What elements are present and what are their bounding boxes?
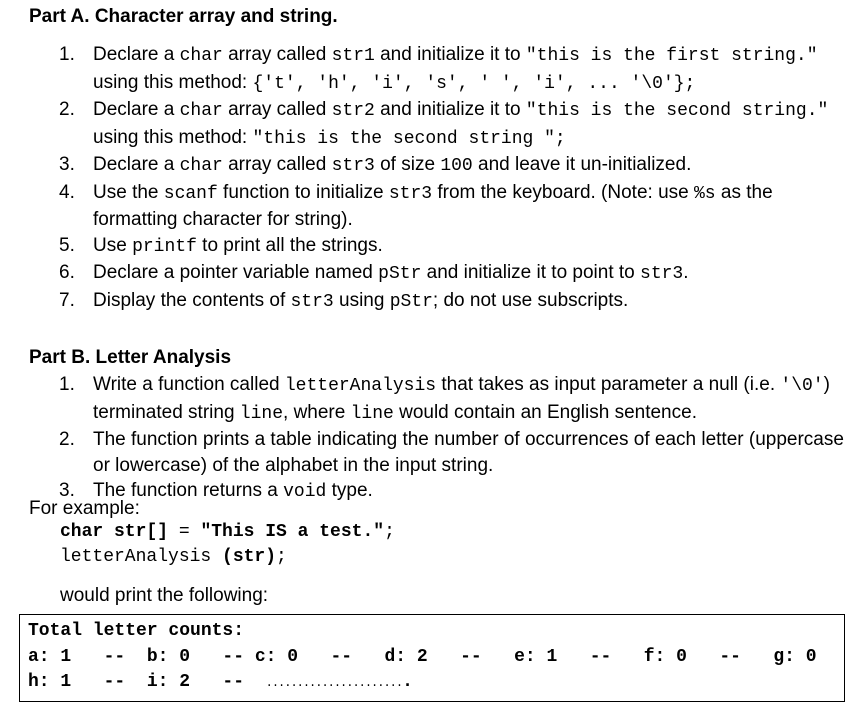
list-number: 5. xyxy=(59,234,75,256)
inline-code: str1 xyxy=(331,46,375,66)
code-function-call: letterAnalysis xyxy=(60,547,223,567)
item-text: . xyxy=(683,262,689,283)
part-a-item-5 xyxy=(59,233,849,261)
item-text: Declare a xyxy=(93,44,180,65)
code-decl: char str[] xyxy=(60,522,169,542)
part-a-item-2 xyxy=(59,97,849,152)
output-box xyxy=(19,614,845,702)
item-text: and leave it un-initialized. xyxy=(472,154,692,175)
item-text: from the keyboard. (Note: use xyxy=(432,181,694,203)
item-text: and initialize it to point to xyxy=(421,262,641,283)
inline-code: str2 xyxy=(331,101,375,121)
part-a-item-1 xyxy=(59,42,849,97)
item-text: would contain an English sentence. xyxy=(393,401,697,423)
part-b-item-3 xyxy=(59,478,849,506)
list-number: 3. xyxy=(59,154,75,175)
code-assign: = xyxy=(168,522,201,542)
part-a-title: Part A. Character array and string. xyxy=(29,6,338,27)
part-a-list xyxy=(59,42,849,315)
item-text: of size xyxy=(374,154,441,175)
part-b-item-1 xyxy=(59,372,849,427)
item-text: to print all the strings. xyxy=(196,234,383,256)
inline-code: 100 xyxy=(440,156,473,176)
list-number: 1. xyxy=(59,374,75,395)
item-text: array called xyxy=(222,154,332,175)
inline-code: str3 xyxy=(388,183,433,204)
inline-code: line xyxy=(350,403,394,424)
inline-code: line xyxy=(239,403,284,424)
code-line-2 xyxy=(60,545,287,570)
part-b-item-2 xyxy=(59,427,849,478)
item-text: and initialize it to xyxy=(374,99,526,120)
item-text: ; do not use subscripts. xyxy=(432,289,629,311)
item-text: using this method: xyxy=(93,71,253,93)
inline-code: %s xyxy=(694,183,716,204)
item-text: and initialize it to xyxy=(374,44,526,65)
code-semicolon: ; xyxy=(384,522,395,542)
part-b-title: Part B. Letter Analysis xyxy=(29,347,232,368)
item-text: Declare a xyxy=(93,99,180,120)
item-text: Declare a pointer variable named xyxy=(93,262,379,283)
item-text: function to initialize xyxy=(217,181,389,203)
part-a-item-6 xyxy=(59,260,849,288)
inline-code: printf xyxy=(132,236,197,257)
item-text: type. xyxy=(326,480,373,501)
item-text: The function prints a table indicating the number of occurrences of each letter (uppercase or lowercase) of the alphabet in the input string. xyxy=(93,429,844,476)
inline-code: void xyxy=(283,482,327,502)
inline-code: scanf xyxy=(163,183,218,204)
output-row-2 xyxy=(28,672,413,692)
item-text: as the formatting character for string). xyxy=(93,181,773,230)
item-text: Use xyxy=(93,234,133,256)
inline-code: str3 xyxy=(331,156,375,176)
item-text: using this method: xyxy=(93,126,253,148)
item-text: The function returns a xyxy=(93,480,284,501)
item-text: using xyxy=(333,289,390,311)
inline-code: pStr xyxy=(378,264,422,284)
output-row-2-end: . xyxy=(402,672,413,692)
example-label: For example: xyxy=(29,498,140,519)
inline-code: letterAnalysis xyxy=(284,376,437,396)
part-a-item-7 xyxy=(59,288,849,316)
output-row-2-text: h: 1 -- i: 2 -- xyxy=(28,672,266,692)
list-number: 2. xyxy=(59,429,75,450)
inline-code: char xyxy=(179,101,223,121)
inline-code: char xyxy=(179,156,223,176)
inline-code: {'t', 'h', 'i', 's', ' ', 'i', ... '\0'}; xyxy=(252,73,696,94)
item-text: array called xyxy=(222,99,332,120)
item-text: Display the contents of xyxy=(93,289,291,311)
list-number: 3. xyxy=(59,480,75,501)
code-string-literal: "This IS a test." xyxy=(200,522,385,542)
output-ellipsis: ...................... xyxy=(265,676,403,690)
part-a-item-4 xyxy=(59,180,849,233)
output-header: Total letter counts: xyxy=(28,621,245,641)
item-text: that takes as input parameter a null (i.e. xyxy=(436,374,781,395)
item-text: array called xyxy=(222,44,332,65)
part-b-list xyxy=(59,372,849,506)
inline-code: char xyxy=(179,46,223,66)
item-text: , where xyxy=(283,401,351,423)
code-semicolon-2: ; xyxy=(276,547,287,567)
inline-code: "this is the second string "; xyxy=(252,128,566,149)
print-label: would print the following: xyxy=(60,585,269,606)
list-number: 2. xyxy=(59,99,75,120)
part-a-item-3 xyxy=(59,152,849,180)
item-text: ) terminated string xyxy=(93,374,830,423)
list-number: 6. xyxy=(59,262,75,283)
inline-code: str3 xyxy=(640,264,684,284)
inline-code: str3 xyxy=(290,291,334,312)
code-argument: (str) xyxy=(222,547,277,567)
output-row-1: a: 1 -- b: 0 -- c: 0 -- d: 2 -- e: 1 -- f: 0 -- g: 0 xyxy=(28,647,817,667)
list-number: 4. xyxy=(59,181,75,203)
item-text: Write a function called xyxy=(93,374,285,395)
item-text: Declare a xyxy=(93,154,180,175)
code-line-1 xyxy=(60,520,395,545)
list-number: 7. xyxy=(59,289,75,311)
inline-code: '\0' xyxy=(780,376,824,396)
inline-code: pStr xyxy=(389,291,433,312)
inline-code: "this is the first string." xyxy=(525,46,818,66)
list-number: 1. xyxy=(59,44,75,65)
item-text: Use the xyxy=(93,181,164,203)
inline-code: "this is the second string." xyxy=(525,101,829,121)
